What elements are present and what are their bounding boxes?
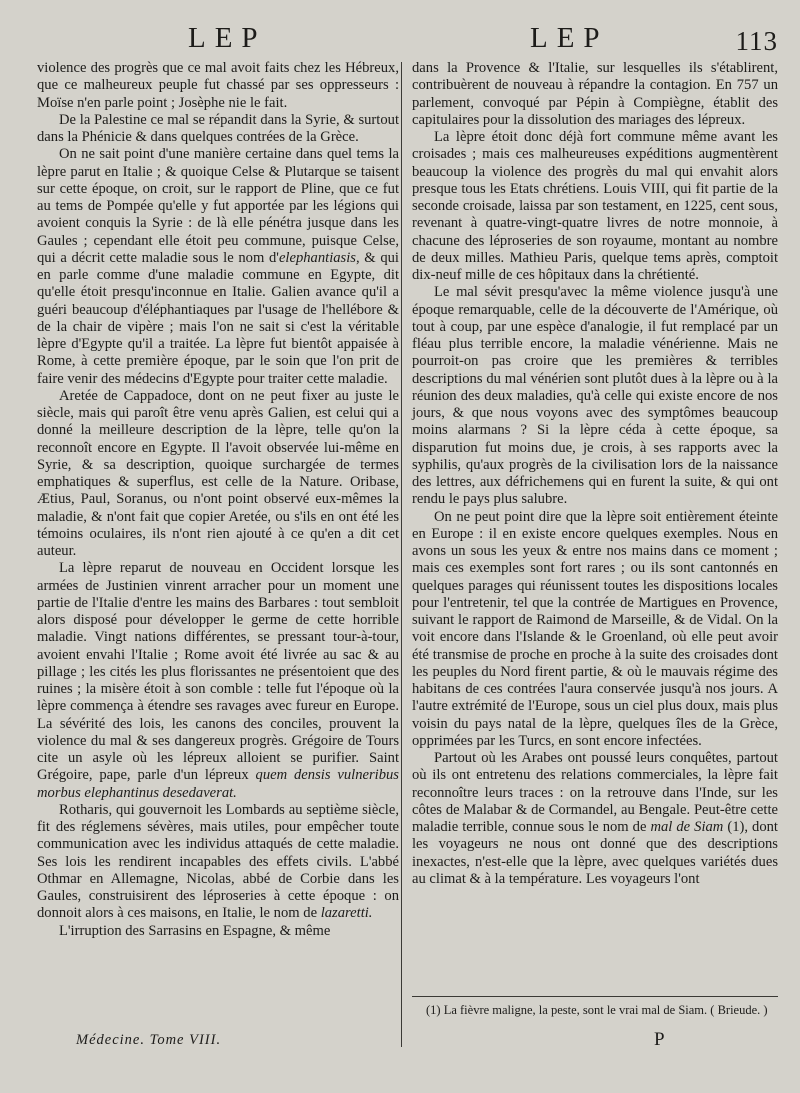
paragraph — [37, 560, 399, 802]
paragraph: On ne peut point dire que la lèpre soit entièrement éteinte en Europe : il en existe encore quelques exemples. Nous en avons un sous les yeux & entre nos mains dans ce moment ; mais ces exemples sont fort rares ; ou ils sont cantonnés en quelques parages qui réunissent toutes les dispositions locales pour l'entretenir, tel que la contrée de Martigues en Provence, suivant le rapport de Raimond de Marseille, & de Vidal. On la voit encore dans l'Islande & le Groenland, où elle peut avoir été transmise de proche en proche à la suite des croisades dont les peuples du Nord firent partie, & où le mauvais régime des habitans de ces contrées l'aura conservée jusqu'à nos jours. A l'autre extrémité de l'Europe, sous un ciel plus doux, mais plus voisin du pays natal de la lèpre, quelques îles de la Grèce, opprimées par les Turcs, en sont encore infectées. — [412, 508, 778, 749]
paragraph: Aretée de Cappadoce, dont on ne peut fixer au juste le siècle, mais qui paroît être venu après Galien, est celui qui a donné la meilleure description de la lèpre, telle qu'on la reconnoît encore en Egypte. Il l'avoit observée lui-même en Syrie, & sa description, quoique surchargée de termes emphatiques & superflus, est celle de la Nature. Oribase, Ætius, Paul, Soranus, ou n'ont point observé eux-mêmes la maladie, & n'ont fait que copier Aretée, ou s'ils en ont été les témoins oculaires, ils n'ont rien ajouté à ce qu'en a dit cet auteur. — [37, 387, 399, 559]
paragraph: dans la Provence & l'Italie, sur lesquelles ils s'établirent, contribuèrent de nouveau à répandre la contagion. En 757 un parlement, convoqué par Pépin à Compiègne, établit des capitulaires pour la dissolution des mariages des lépreux. — [412, 60, 778, 128]
paragraph-text: , & qui en parle comme d'une maladie commune en Egypte, dit qu'elle étoit presqu'inconnue en Italie. Galien avance qu'il a guéri beaucoup d'éléphantiaques par l'usage de l'hellébore & de la chair de vipère ; mais l'on ne sait si c'est la véritable lèpre d'Egypte qu'il a traitée. La lèpre fut bientôt appaisée à Rome, à cette première époque, par le soin que l'on prit de faire venir des médecins d'Egypte pour traiter cette maladie. — [37, 249, 399, 387]
column-divider — [401, 62, 402, 1047]
running-header — [0, 22, 800, 56]
paragraph-text: Rotharis, qui gouvernoit les Lombards au septième siècle, fit des réglemens sévères, mais utiles, pour empêcher toute communication avec les individus attaqués de cette maladie. Ses lois les rendirent incapables des effets civils. L'abbé Othmar en Allemagne, Nicolas, abbé de Corbie dans les Gaules, construisirent des léproseries à cette époque : on donnoit alors à ces maisons, en Italie, le nom de — [37, 801, 399, 922]
signature-mark: P — [654, 1029, 665, 1050]
paragraph-text: La lèpre reparut de nouveau en Occident lorsque les armées de Justinien vinrent arracher pour un moment une partie de l'Italie d'entre les mains des Barbares : tout sembloit alors disposé pour développer le germe de cette horrible maladie. Vingt nations différentes, se pressant tour-à-tour, avoient envahi l'Italie ; Rome avoit été livrée au sac & au pillage ; les cités les plus florissantes ne présentoient que des ruines ; la misère étoit à son comble : telle fut l'époque où la lèpre commença à étendre ses ravages avec fureur en Europe. La sévérité des lois, les canons des conciles, prouvent la violence du mal & ses dangereux progrès. Grégoire de Tours cite un asyle où les lépreux alloient se purifier. Saint Grégoire, pape, parle d'un lépreux — [37, 560, 399, 784]
paragraph-text: (1), dont les voyageurs ne nous ont donné que des descriptions inexactes, n'est-elle que la lèpre, avec quelques variétés dues au climat & à la température. Les voyageurs l'ont — [412, 819, 778, 887]
right-column — [412, 60, 778, 888]
paragraph: violence des progrès que ce mal avoit faits chez les Hébreux, que ce malheureux peuple fut chassé par ses oppresseurs : Moïse n'en parle point ; Josèphe nie le fait. — [37, 60, 399, 111]
italic-term: mal de Siam — [650, 819, 724, 835]
italic-term: elephantiasis — [278, 249, 356, 266]
paragraph: L'irruption des Sarrasins en Espagne, & même — [59, 922, 331, 939]
paragraph — [412, 750, 778, 888]
paragraph-text: Partout où les Arabes ont poussé leurs conquêtes, partout où ils ont entretenu des relations commerciales, la lèpre fait reconnoître leurs traces : on la retrouve dans l'Inde, sur les côtes de Malabar & de Cormandel, au Bengale. Peut-être cette maladie terrible, connue sous le nom de — [412, 750, 778, 835]
italic-quote: quem densis vulneribus morbus elephantinus desedaverat. — [37, 767, 399, 801]
footnote-rule — [412, 996, 778, 997]
paragraph — [37, 146, 399, 388]
paragraph: Le mal sévit presqu'avec la même violence jusqu'à une époque remarquable, celle de la découverte de l'Amérique, où tout à coup, par une espèce d'analogie, il fut remplacé par un fléau plus terrible encore, la maladie vénérienne. Mais ne pourroit-on pas croire que les premières & terribles descriptions du mal vénérien sont plutôt dues à la lèpre ou à la réunion des deux maladies, qu'à celle qui existe encore de nos jours, & que nous voyons avec des symptômes beaucoup moins alarmans ? Si la lèpre céda à cette époque, sa disparution fut moins due, je crois, à ses rapports avec la syphilis, qu'aux progrès de la civilisation lors de la naissance des lettres, aux défrichemens qui en furent la suite, & qui ont rendu le pays plus salubre. — [412, 284, 778, 508]
header-left-word: LEP — [188, 22, 267, 54]
italic-term: lazaretti. — [320, 905, 373, 922]
paragraph — [37, 802, 399, 923]
paragraph: De la Palestine ce mal se répandit dans la Syrie, & surtout dans la Phénicie & dans quelques contrées de la Grèce. — [37, 111, 399, 145]
header-right-word: LEP — [530, 22, 609, 54]
page-number: 113 — [735, 26, 778, 56]
signature-line: Médecine. Tome VIII. — [76, 1032, 222, 1048]
paragraph-text: On ne sait point d'une manière certaine dans quel tems la lèpre parut en Italie ; & quoique Celse & Plutarque se taisent sur cette époque, on croit, sur le rapport de Pline, que ce fut au tems de Pompée qu'elle y fut apportée par les légions qui avoient conquis la Syrie : de là elle pénétra jusque dans les Gaules ; cependant elle étoit peu commune, puisque Celse, qui a décrit cette maladie sous le nom d' — [37, 146, 399, 266]
paragraph: La lèpre étoit donc déjà fort commune même avant les croisades ; mais ces malheureuses expéditions augmentèrent beaucoup la violence des progrès du mal qui envahit alors presque tous les Etats chrétiens. Louis VIII, qui fit partie de la seconde croisade, laissa par son testament, en 1225, cent sous, revenant à quatre-vingt-quatre livres de notre monnoie, à chacune des léproseries de son royaume, montant au nombre de deux milles. Mathieu Paris, quelque tems après, comptoit dix-neuf mille de ces hôpitaux dans la chrétienté. — [412, 129, 778, 283]
footnote: (1) La fièvre maligne, la peste, sont le vrai mal de Siam. ( Brieude. ) — [426, 1003, 768, 1017]
left-column — [37, 60, 399, 940]
